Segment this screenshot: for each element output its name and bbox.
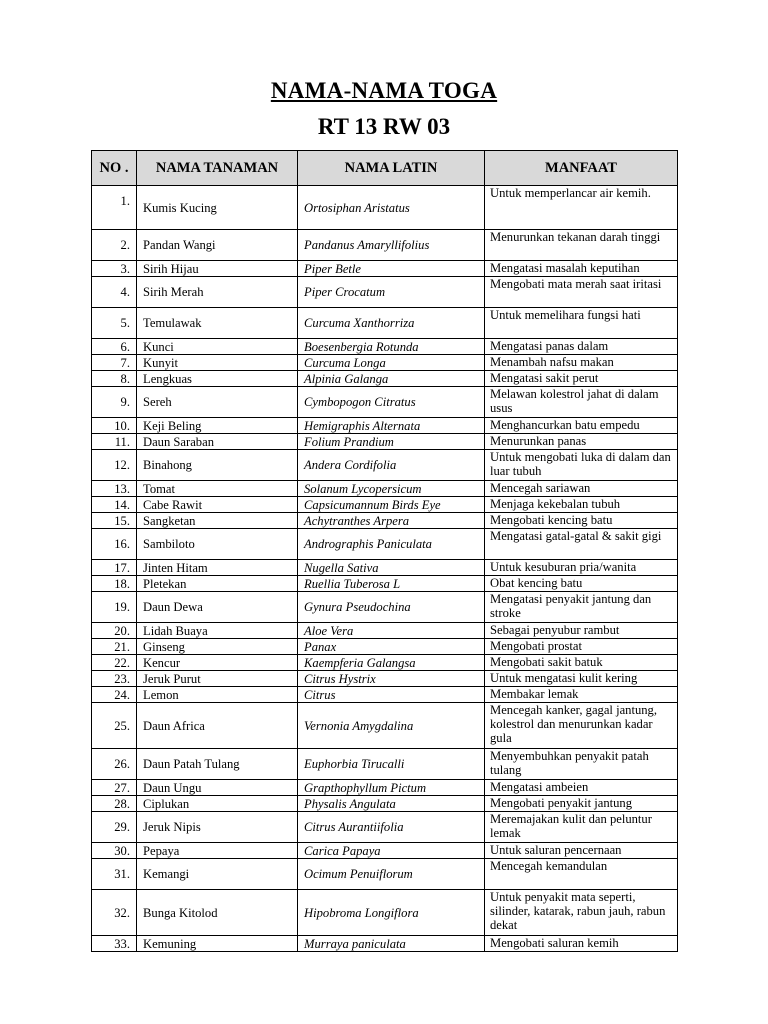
plant-name: Sirih Merah <box>137 277 298 308</box>
table-row <box>92 450 678 481</box>
latin-name: Curcuma Xanthorriza <box>298 308 485 339</box>
table-row <box>92 339 678 355</box>
plant-name: Kemuning <box>137 936 298 952</box>
latin-name: Grapthophyllum Pictum <box>298 780 485 796</box>
benefit: Untuk mengobati luka di dalam dan luar tubuh <box>485 450 678 481</box>
latin-name: Citrus Hystrix <box>298 671 485 687</box>
benefit: Mengobati kencing batu <box>485 513 678 529</box>
table-row <box>92 796 678 812</box>
latin-name: Andera Cordifolia <box>298 450 485 481</box>
latin-name: Nugella Sativa <box>298 560 485 576</box>
document-title: NAMA-NAMA TOGA <box>270 78 498 103</box>
plant-name: Sereh <box>137 387 298 418</box>
plant-name: Binahong <box>137 450 298 481</box>
table-row <box>92 560 678 576</box>
row-number: 15. <box>92 513 137 529</box>
benefit: Menyembuhkan penyakit patah tulang <box>485 749 678 780</box>
plant-name: Kencur <box>137 655 298 671</box>
latin-name: Euphorbia Tirucalli <box>298 749 485 780</box>
plant-name: Sambiloto <box>137 529 298 560</box>
latin-name: Citrus Aurantiifolia <box>298 812 485 843</box>
latin-name: Curcuma Longa <box>298 355 485 371</box>
plant-name: Ciplukan <box>137 796 298 812</box>
row-number: 22. <box>92 655 137 671</box>
plant-name: Cabe Rawit <box>137 497 298 513</box>
table-row <box>92 639 678 655</box>
plant-name: Ginseng <box>137 639 298 655</box>
benefit: Melawan kolestrol jahat di dalam usus <box>485 387 678 418</box>
benefit: Menjaga kekebalan tubuh <box>485 497 678 513</box>
latin-name: Pandanus Amaryllifolius <box>298 230 485 261</box>
header-manfaat: MANFAAT <box>485 151 678 186</box>
latin-name: Citrus <box>298 687 485 703</box>
latin-name: Folium Prandium <box>298 434 485 450</box>
row-number: 5. <box>92 308 137 339</box>
row-number: 27. <box>92 780 137 796</box>
plant-name: Tomat <box>137 481 298 497</box>
plant-name: Kumis Kucing <box>137 186 298 230</box>
row-number: 26. <box>92 749 137 780</box>
table-row <box>92 859 678 890</box>
benefit: Mengobati mata merah saat iritasi <box>485 277 678 308</box>
plant-name: Jeruk Nipis <box>137 812 298 843</box>
plant-name: Pletekan <box>137 576 298 592</box>
header-nama-tanaman: NAMA TANAMAN <box>137 151 298 186</box>
plant-name: Sangketan <box>137 513 298 529</box>
benefit: Mengatasi gatal-gatal & sakit gigi <box>485 529 678 560</box>
benefit: Mengatasi ambeien <box>485 780 678 796</box>
latin-name: Piper Betle <box>298 261 485 277</box>
benefit: Untuk saluran pencernaan <box>485 843 678 859</box>
benefit: Obat kencing batu <box>485 576 678 592</box>
table-row <box>92 308 678 339</box>
benefit: Mengobati saluran kemih <box>485 936 678 952</box>
table-row <box>92 843 678 859</box>
row-number: 10. <box>92 418 137 434</box>
table-row <box>92 277 678 308</box>
row-number: 3. <box>92 261 137 277</box>
plant-name: Kemangi <box>137 859 298 890</box>
plant-name: Pepaya <box>137 843 298 859</box>
benefit: Mengatasi masalah keputihan <box>485 261 678 277</box>
table-body <box>92 186 678 952</box>
latin-name: Ortosiphan Aristatus <box>298 186 485 230</box>
table-row <box>92 371 678 387</box>
document-subtitle: RT 13 RW 03 <box>317 114 451 139</box>
benefit: Mengobati prostat <box>485 639 678 655</box>
table-row <box>92 623 678 639</box>
latin-name: Ocimum Penuiflorum <box>298 859 485 890</box>
row-number: 16. <box>92 529 137 560</box>
latin-name: Capsicumannum Birds Eye <box>298 497 485 513</box>
plant-name: Kunyit <box>137 355 298 371</box>
row-number: 31. <box>92 859 137 890</box>
latin-name: Vernonia Amygdalina <box>298 703 485 749</box>
latin-name: Achytranthes Arpera <box>298 513 485 529</box>
row-number: 8. <box>92 371 137 387</box>
header-no: NO . <box>92 151 137 186</box>
plant-name: Jinten Hitam <box>137 560 298 576</box>
latin-name: Alpinia Galanga <box>298 371 485 387</box>
plant-name: Kunci <box>137 339 298 355</box>
row-number: 33. <box>92 936 137 952</box>
row-number: 20. <box>92 623 137 639</box>
plant-name: Lengkuas <box>137 371 298 387</box>
table-row <box>92 230 678 261</box>
row-number: 11. <box>92 434 137 450</box>
table-row <box>92 261 678 277</box>
table-row <box>92 576 678 592</box>
benefit: Untuk memperlancar air kemih. <box>485 186 678 230</box>
latin-name: Hemigraphis Alternata <box>298 418 485 434</box>
latin-name: Ruellia Tuberosa L <box>298 576 485 592</box>
latin-name: Kaempferia Galangsa <box>298 655 485 671</box>
row-number: 14. <box>92 497 137 513</box>
benefit: Mencegah kanker, gagal jantung, kolestrol dan menurunkan kadar gula <box>485 703 678 749</box>
latin-name: Piper Crocatum <box>298 277 485 308</box>
plant-name: Daun Africa <box>137 703 298 749</box>
latin-name: Aloe Vera <box>298 623 485 639</box>
plant-name: Bunga Kitolod <box>137 890 298 936</box>
row-number: 30. <box>92 843 137 859</box>
row-number: 19. <box>92 592 137 623</box>
row-number: 6. <box>92 339 137 355</box>
row-number: 2. <box>92 230 137 261</box>
row-number: 32. <box>92 890 137 936</box>
header-nama-latin: NAMA LATIN <box>298 151 485 186</box>
row-number: 18. <box>92 576 137 592</box>
latin-name: Andrographis Paniculata <box>298 529 485 560</box>
table-header-row <box>92 151 678 186</box>
plant-name: Keji Beling <box>137 418 298 434</box>
plant-name: Pandan Wangi <box>137 230 298 261</box>
table-row <box>92 434 678 450</box>
row-number: 17. <box>92 560 137 576</box>
table-row <box>92 418 678 434</box>
latin-name: Cymbopogon Citratus <box>298 387 485 418</box>
benefit: Untuk kesuburan pria/wanita <box>485 560 678 576</box>
benefit: Untuk mengatasi kulit kering <box>485 671 678 687</box>
row-number: 21. <box>92 639 137 655</box>
plant-name: Daun Saraban <box>137 434 298 450</box>
table-row <box>92 655 678 671</box>
latin-name: Boesenbergia Rotunda <box>298 339 485 355</box>
table-row <box>92 936 678 952</box>
row-number: 12. <box>92 450 137 481</box>
benefit: Sebagai penyubur rambut <box>485 623 678 639</box>
latin-name: Gynura Pseudochina <box>298 592 485 623</box>
table-row <box>92 780 678 796</box>
plants-table <box>91 150 678 952</box>
row-number: 29. <box>92 812 137 843</box>
plant-name: Daun Dewa <box>137 592 298 623</box>
row-number: 1. <box>92 186 137 230</box>
plant-name: Jeruk Purut <box>137 671 298 687</box>
benefit: Mengobati sakit batuk <box>485 655 678 671</box>
row-number: 13. <box>92 481 137 497</box>
table-row <box>92 529 678 560</box>
benefit: Mencegah kemandulan <box>485 859 678 890</box>
plant-name: Temulawak <box>137 308 298 339</box>
table-row <box>92 387 678 418</box>
latin-name: Solanum Lycopersicum <box>298 481 485 497</box>
table-row <box>92 687 678 703</box>
table-row <box>92 671 678 687</box>
row-number: 4. <box>92 277 137 308</box>
plant-name: Lemon <box>137 687 298 703</box>
table-row <box>92 497 678 513</box>
latin-name: Panax <box>298 639 485 655</box>
benefit: Menghancurkan batu empedu <box>485 418 678 434</box>
table-row <box>92 513 678 529</box>
benefit: Mengatasi penyakit jantung dan stroke <box>485 592 678 623</box>
benefit: Membakar lemak <box>485 687 678 703</box>
table-row <box>92 481 678 497</box>
plant-name: Daun Ungu <box>137 780 298 796</box>
table-row <box>92 355 678 371</box>
latin-name: Murraya paniculata <box>298 936 485 952</box>
latin-name: Hipobroma Longiflora <box>298 890 485 936</box>
benefit: Untuk penyakit mata seperti, silinder, katarak, rabun jauh, rabun dekat <box>485 890 678 936</box>
table-row <box>92 890 678 936</box>
benefit: Mengatasi sakit perut <box>485 371 678 387</box>
benefit: Meremajakan kulit dan peluntur lemak <box>485 812 678 843</box>
benefit: Mengobati penyakit jantung <box>485 796 678 812</box>
table-row <box>92 812 678 843</box>
row-number: 7. <box>92 355 137 371</box>
table-row <box>92 592 678 623</box>
plant-name: Lidah Buaya <box>137 623 298 639</box>
row-number: 24. <box>92 687 137 703</box>
row-number: 23. <box>92 671 137 687</box>
table-row <box>92 186 678 230</box>
benefit: Untuk memelihara fungsi hati <box>485 308 678 339</box>
row-number: 28. <box>92 796 137 812</box>
table-row <box>92 749 678 780</box>
row-number: 9. <box>92 387 137 418</box>
benefit: Mengatasi panas dalam <box>485 339 678 355</box>
benefit: Menurunkan tekanan darah tinggi <box>485 230 678 261</box>
plant-name: Daun Patah Tulang <box>137 749 298 780</box>
latin-name: Physalis Angulata <box>298 796 485 812</box>
row-number: 25. <box>92 703 137 749</box>
benefit: Mencegah sariawan <box>485 481 678 497</box>
latin-name: Carica Papaya <box>298 843 485 859</box>
plant-name: Sirih Hijau <box>137 261 298 277</box>
benefit: Menurunkan panas <box>485 434 678 450</box>
benefit: Menambah nafsu makan <box>485 355 678 371</box>
table-row <box>92 703 678 749</box>
